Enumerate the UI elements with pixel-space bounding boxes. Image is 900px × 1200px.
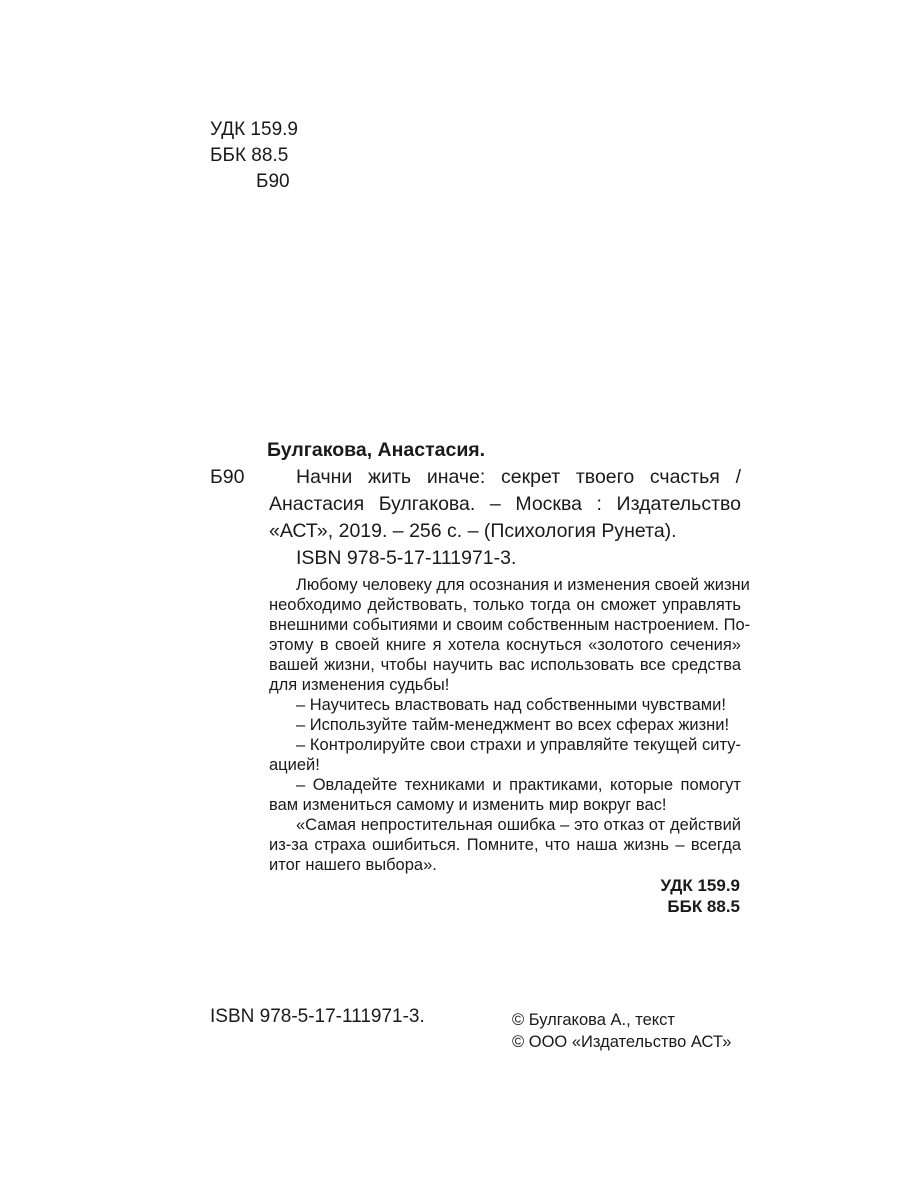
- bbk-code-bottom: ББК 88.5: [667, 897, 740, 916]
- annotation-line: для изменения судьбы!: [269, 676, 450, 694]
- annotation-line: Любому человеку для осознания и изменения своей жизни: [296, 576, 750, 594]
- annotation-quote-line: «Самая непростительная ошибка – это отказ от действий: [296, 816, 741, 834]
- annotation-line: необходимо действовать, только тогда он сможет управлять: [269, 596, 741, 614]
- isbn-line: ISBN 978-5-17-111971-3.: [296, 547, 517, 569]
- bib-line-2: Анастасия Булгакова. – Москва : Издательство: [269, 493, 741, 515]
- annotation-quote-line: из-за страха ошибиться. Помните, что наша жизнь – всегда: [269, 836, 741, 854]
- author-mark-bib: Б90: [210, 466, 245, 488]
- bbk-code: ББК 88.5: [210, 145, 289, 166]
- annotation-line: ацией!: [269, 756, 320, 774]
- annotation-line: – Контролируйте свои страхи и управляйте текущей ситу-: [296, 736, 741, 754]
- annotation-quote-line: итог нашего выбора».: [269, 856, 437, 874]
- annotation-line: – Овладейте техниками и практиками, которые помогут: [296, 776, 741, 794]
- copyright-publisher: © ООО «Издательство АСТ»: [512, 1033, 732, 1051]
- udk-code-bottom: УДК 159.9: [660, 876, 740, 895]
- author-heading: Булгакова, Анастасия.: [267, 439, 486, 461]
- annotation-line: этому в своей книге я хотела коснуться «золотого сечения»: [269, 636, 741, 654]
- copyright-author: © Булгакова А., текст: [512, 1011, 675, 1029]
- annotation-line: внешними событиями и своим собственным настроением. По-: [269, 616, 751, 634]
- footer-isbn: ISBN 978-5-17-111971-3.: [210, 1006, 425, 1027]
- bib-line-1: Начни жить иначе: секрет твоего счастья /: [296, 466, 741, 488]
- annotation-line: – Используйте тайм-менеджмент во всех сферах жизни!: [296, 716, 730, 734]
- author-mark: Б90: [256, 171, 290, 192]
- annotation-line: – Научитесь властвовать над собственными чувствами!: [296, 696, 726, 714]
- annotation-line: вашей жизни, чтобы научить вас использовать все средства: [269, 656, 741, 674]
- bib-line-3: «АСТ», 2019. – 256 с. – (Психология Рунета).: [269, 520, 677, 542]
- annotation-line: вам измениться самому и изменить мир вокруг вас!: [269, 796, 667, 814]
- udk-code: УДК 159.9: [210, 119, 298, 140]
